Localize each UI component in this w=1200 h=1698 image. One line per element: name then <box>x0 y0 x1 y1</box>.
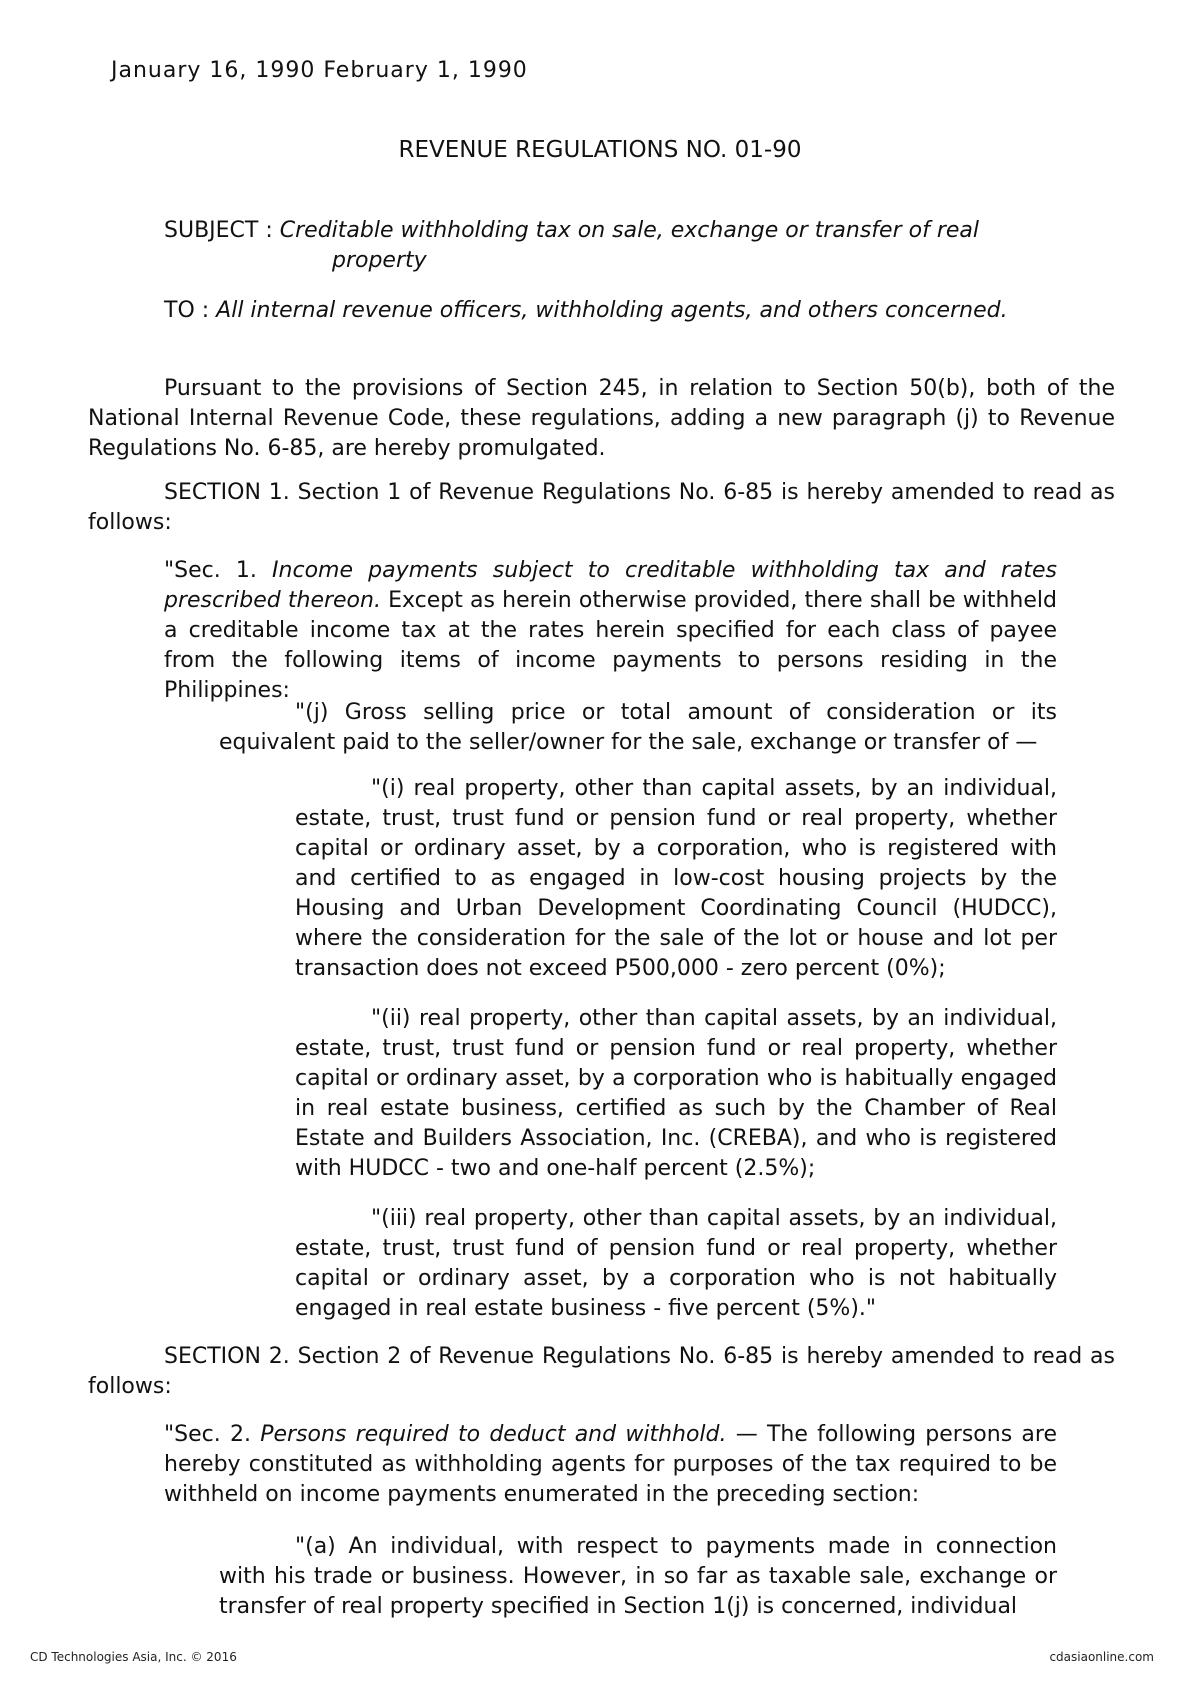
to-label: TO : <box>164 298 217 323</box>
sec-1-body: Except as herein otherwise provided, there shall be withheld a creditable income tax at the rates herein specified for each class of payee from the following items of income payments to persons residing in the Philippines: <box>164 588 1057 703</box>
footer-copyright: CD Technologies Asia, Inc. © 2016 <box>30 1650 237 1664</box>
item-j-paragraph: "(j) Gross selling price or total amount of consideration or its equivalent paid to the seller/owner for the sale, exchange or transfer of — <box>219 700 1057 755</box>
footer-website: cdasiaonline.com <box>1049 1650 1154 1664</box>
date-line: January 16, 1990 February 1, 1990 <box>111 58 528 83</box>
section-2-paragraph: SECTION 2. Section 2 of Revenue Regulations No. 6-85 is hereby amended to read as follows: <box>88 1344 1115 1399</box>
sec-1-heading: Income payments subject to creditable withholding tax and rates prescribed thereon. <box>164 558 1057 613</box>
subject-label: SUBJECT : <box>164 218 280 243</box>
document-title: REVENUE REGULATIONS NO. 01-90 <box>398 137 802 163</box>
item-a-paragraph: "(a) An individual, with respect to payments made in connection with his trade or business. However, in so far as taxable sale, exchange or transfer of real property specified in Section 1(j) is concerned, individual <box>219 1534 1057 1619</box>
to-line <box>164 298 1084 323</box>
sec-1-paragraph <box>164 556 1057 706</box>
sec-2-prefix: "Sec. 2. <box>164 1422 261 1447</box>
item-iii-paragraph: "(iii) real property, other than capital assets, by an individual, estate, trust, trust fund of pension fund or real property, whether capital or ordinary asset, by a corporation who is not habitually engaged in real estate business - five percent (5%)." <box>295 1206 1057 1321</box>
sec-2-heading: Persons required to deduct and withhold. <box>260 1422 727 1447</box>
to-text: All internal revenue officers, withholding agents, and others concerned. <box>216 298 1008 323</box>
section-1-paragraph: SECTION 1. Section 1 of Revenue Regulations No. 6-85 is hereby amended to read as follows: <box>88 480 1115 535</box>
item-ii-paragraph: "(ii) real property, other than capital assets, by an individual, estate, trust, trust fund or pension fund or real property, whether capital or ordinary asset, by a corporation who is habitually engaged in real estate business, certified as such by the Chamber of Real Estate and Builders Association, Inc. (CREBA), and who is registered with HUDCC - two and one-half percent (2.5%); <box>295 1006 1057 1181</box>
sec-1-prefix: "Sec. 1. <box>164 558 273 583</box>
intro-paragraph: Pursuant to the provisions of Section 245, in relation to Section 50(b), both of the National Internal Revenue Code, these regulations, adding a new paragraph (j) to Revenue Regulations No. 6-85, are hereby promulgated. <box>88 376 1115 461</box>
sec-2-paragraph <box>164 1420 1057 1510</box>
subject-line <box>164 216 1064 276</box>
sec-2-body: — The following persons are hereby constituted as withholding agents for purposes of the tax required to be withheld on income payments enumerated in the preceding section: <box>164 1422 1057 1507</box>
item-i-paragraph: "(i) real property, other than capital assets, by an individual, estate, trust, trust fund or pension fund or real property, whether capital or ordinary asset, by a corporation, who is registered with and certified to as engaged in low-cost housing projects by the Housing and Urban Development Coordinating Council (HUDCC), where the consideration for the sale of the lot or house and lot per transaction does not exceed P500,000 - zero percent (0%); <box>295 776 1057 981</box>
subject-text-continued: property <box>332 248 427 273</box>
subject-text: Creditable withholding tax on sale, exchange or transfer of real <box>279 218 980 243</box>
